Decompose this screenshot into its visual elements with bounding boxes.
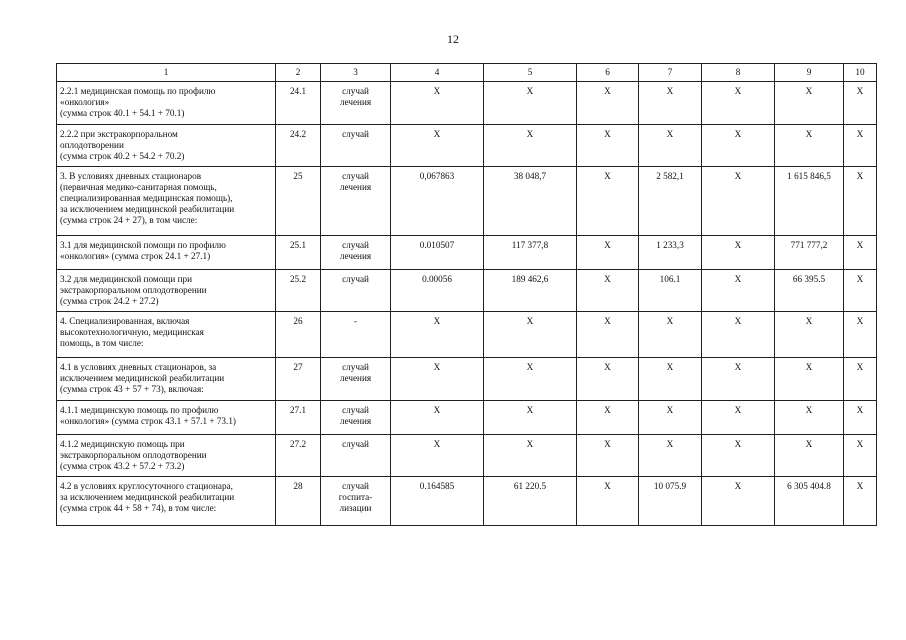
table-cell: случай лечения [321,167,391,236]
row-description-cell: 2.2.1 медицинская помощь по профилю «онкология» (сумма строк 40.1 + 54.1 + 70.1) [57,82,276,125]
table-cell: случай [321,435,391,477]
table-cell: Х [577,358,639,401]
table-cell: случай [321,125,391,167]
table-cell: случай лечения [321,358,391,401]
table-cell: 1 615 846,5 [775,167,844,236]
table-cell: Х [702,236,775,270]
table-row [57,125,877,167]
table-row [57,435,877,477]
table-cell: 771 777,2 [775,236,844,270]
table-cell: случай лечения [321,82,391,125]
table-cell: Х [484,435,577,477]
table-cell: 0.010507 [391,236,484,270]
table-cell: случай лечения [321,401,391,435]
table-cell: Х [577,236,639,270]
table-cell: Х [391,82,484,125]
table-cell: Х [484,82,577,125]
table-cell: Х [844,125,877,167]
table-cell: Х [391,125,484,167]
table-cell: Х [639,401,702,435]
table-cell: 38 048,7 [484,167,577,236]
column-header: 3 [321,64,391,82]
table-cell: Х [484,358,577,401]
table-cell: Х [844,270,877,312]
table-cell: 61 220.5 [484,477,577,526]
table-cell: Х [844,312,877,358]
table-header-row [57,64,877,82]
table-cell: - [321,312,391,358]
table-cell: Х [577,125,639,167]
table-cell: Х [391,312,484,358]
table-cell: Х [577,167,639,236]
column-header: 7 [639,64,702,82]
table-cell: Х [484,312,577,358]
column-header: 6 [577,64,639,82]
table-cell: 26 [276,312,321,358]
column-header: 10 [844,64,877,82]
table-cell: Х [844,82,877,125]
table-cell: Х [844,236,877,270]
table-row [57,167,877,236]
table-cell: Х [391,401,484,435]
table-cell: случай госпита- лизации [321,477,391,526]
row-description-cell: 3.2 для медицинской помощи при экстракорпоральном оплодотворении (сумма строк 24.2 + 27.2) [57,270,276,312]
table-cell: Х [639,312,702,358]
table-cell: Х [639,82,702,125]
table-cell: 27.2 [276,435,321,477]
column-header: 4 [391,64,484,82]
table-cell: Х [844,167,877,236]
table-body [57,82,877,526]
table-cell: Х [484,401,577,435]
table-cell: Х [702,312,775,358]
table-cell: 27 [276,358,321,401]
table-cell: Х [775,435,844,477]
data-table [56,63,877,526]
table-cell: 27.1 [276,401,321,435]
row-description-cell: 2.2.2 при экстракорпоральном оплодотворении (сумма строк 40.2 + 54.2 + 70.2) [57,125,276,167]
table-cell: Х [702,477,775,526]
table-cell: Х [844,435,877,477]
table-cell: 1 233,3 [639,236,702,270]
table-row [57,477,877,526]
table-cell: Х [775,401,844,435]
table-cell: Х [702,125,775,167]
table-cell: 189 462,6 [484,270,577,312]
table-row [57,312,877,358]
table-cell: 24.2 [276,125,321,167]
table-cell: Х [577,270,639,312]
column-header: 9 [775,64,844,82]
table-cell: Х [391,358,484,401]
table-cell: 10 075.9 [639,477,702,526]
table-cell: Х [577,477,639,526]
row-description-cell: 4.1.1 медицинскую помощь по профилю «онкология» (сумма строк 43.1 + 57.1 + 73.1) [57,401,276,435]
table-cell: 106.1 [639,270,702,312]
table-row [57,270,877,312]
row-description-cell: 4.2 в условиях круглосуточного стационара, за исключением медицинской реабилитации (сумма строк 44 + 58 + 74), в том числе: [57,477,276,526]
table-cell: Х [639,125,702,167]
table-cell: 0.00056 [391,270,484,312]
table-cell: Х [775,312,844,358]
table-cell: Х [702,401,775,435]
table-cell: Х [577,435,639,477]
table-cell: 117 377,8 [484,236,577,270]
table-cell: Х [775,125,844,167]
table-cell: Х [484,125,577,167]
table-cell: 25.2 [276,270,321,312]
table-cell: Х [775,358,844,401]
table-cell: Х [702,167,775,236]
table-cell: Х [702,358,775,401]
table-cell: Х [702,270,775,312]
table-cell: 28 [276,477,321,526]
table-cell: 0,067863 [391,167,484,236]
table-cell: 25 [276,167,321,236]
table-row [57,236,877,270]
table-cell: 25.1 [276,236,321,270]
row-description-cell: 4.1.2 медицинскую помощь при экстракорпоральном оплодотворении (сумма строк 43.2 + 57.2 + 73.2) [57,435,276,477]
column-header: 1 [57,64,276,82]
column-header: 5 [484,64,577,82]
table-cell: Х [639,435,702,477]
table-cell: Х [577,312,639,358]
table-cell: Х [702,82,775,125]
table-row [57,358,877,401]
table-cell: Х [702,435,775,477]
table-cell: Х [775,82,844,125]
table-cell: случай лечения [321,236,391,270]
table-cell: Х [639,358,702,401]
table-cell: 0.164585 [391,477,484,526]
table-cell: Х [577,401,639,435]
table-row [57,82,877,125]
table-cell: 24.1 [276,82,321,125]
row-description-cell: 3. В условиях дневных стационаров (первичная медико-санитарная помощь, специализированная медицинская помощь), за исключением медицинской реабилитации (сумма строк 24 + 27), в том числе: [57,167,276,236]
table-cell: 6 305 404.8 [775,477,844,526]
table-cell: Х [844,358,877,401]
table-cell: Х [844,477,877,526]
row-description-cell: 4.1 в условиях дневных стационаров, за исключением медицинской реабилитации (сумма строк 43 + 57 + 73), включая: [57,358,276,401]
table-row [57,401,877,435]
column-header: 2 [276,64,321,82]
table-cell: Х [391,435,484,477]
table-cell: Х [577,82,639,125]
row-description-cell: 3.1 для медицинской помощи по профилю «онкология» (сумма строк 24.1 + 27.1) [57,236,276,270]
table-cell: 66 395.5 [775,270,844,312]
page-number: 12 [447,32,459,46]
table-cell: случай [321,270,391,312]
table-cell: 2 582,1 [639,167,702,236]
row-description-cell: 4. Специализированная, включая высокотехнологичную, медицинская помощь, в том числе: [57,312,276,358]
column-header: 8 [702,64,775,82]
table-cell: Х [844,401,877,435]
